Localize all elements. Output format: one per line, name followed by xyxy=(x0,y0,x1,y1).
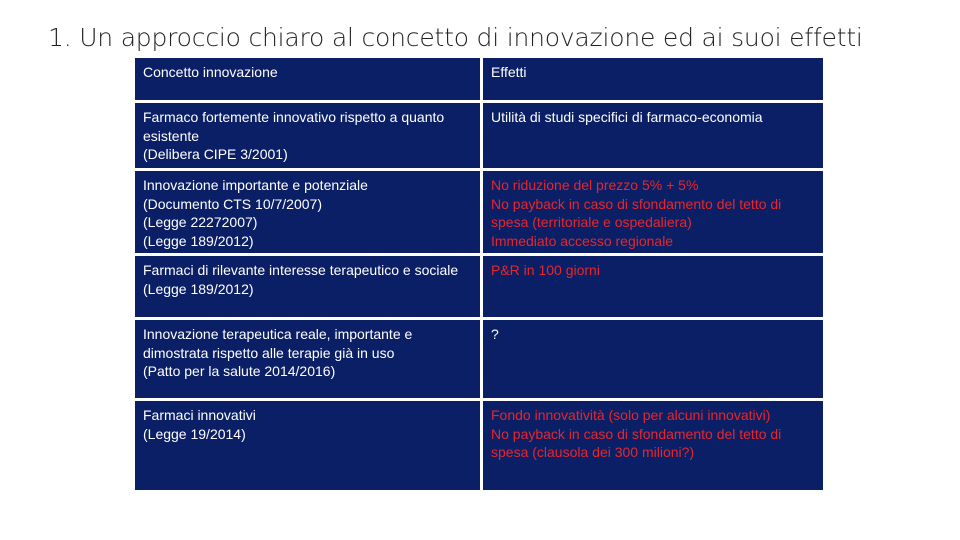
table-cell-concept: Farmaco fortemente innovativo rispetto a quanto esistente (Delibera CIPE 3/2001) xyxy=(135,103,483,168)
table-cell-effect: P&R in 100 giorni xyxy=(483,256,823,317)
table-cell-effect: Fondo innovatività (solo per alcuni innovativi) No payback in caso di sfondamento del tetto di spesa (clausola dei 300 milioni?) xyxy=(483,401,823,490)
table-cell-concept: Farmaci di rilevante interesse terapeutico e sociale (Legge 189/2012) xyxy=(135,256,483,317)
table-cell-effect: Utilità di studi specifici di farmaco-economia xyxy=(483,103,823,168)
table-cell-effect: No riduzione del prezzo 5% + 5% No payback in caso di sfondamento del tetto di spesa (territoriale e ospedaliera) Immediato accesso regionale xyxy=(483,171,823,253)
table-header-row xyxy=(135,58,823,103)
table-cell-concept: Farmaci innovativi (Legge 19/2014) xyxy=(135,401,483,490)
table-row xyxy=(135,256,823,320)
table-cell-effect: ? xyxy=(483,320,823,398)
table-row xyxy=(135,103,823,171)
innovation-table xyxy=(135,58,823,490)
header-concetto-innovazione: Concetto innovazione xyxy=(135,58,483,100)
table-cell-concept: Innovazione importante e potenziale (Documento CTS 10/7/2007) (Legge 22272007) (Legge 189/2012) xyxy=(135,171,483,253)
table-row xyxy=(135,401,823,490)
header-effetti: Effetti xyxy=(483,58,823,100)
table-row xyxy=(135,320,823,401)
table-row xyxy=(135,171,823,256)
slide-title: 1. Un approccio chiaro al concetto di innovazione ed ai suoi effetti xyxy=(48,23,863,52)
table-cell-concept: Innovazione terapeutica reale, importante e dimostrata rispetto alle terapie già in uso (Patto per la salute 2014/2016) xyxy=(135,320,483,398)
